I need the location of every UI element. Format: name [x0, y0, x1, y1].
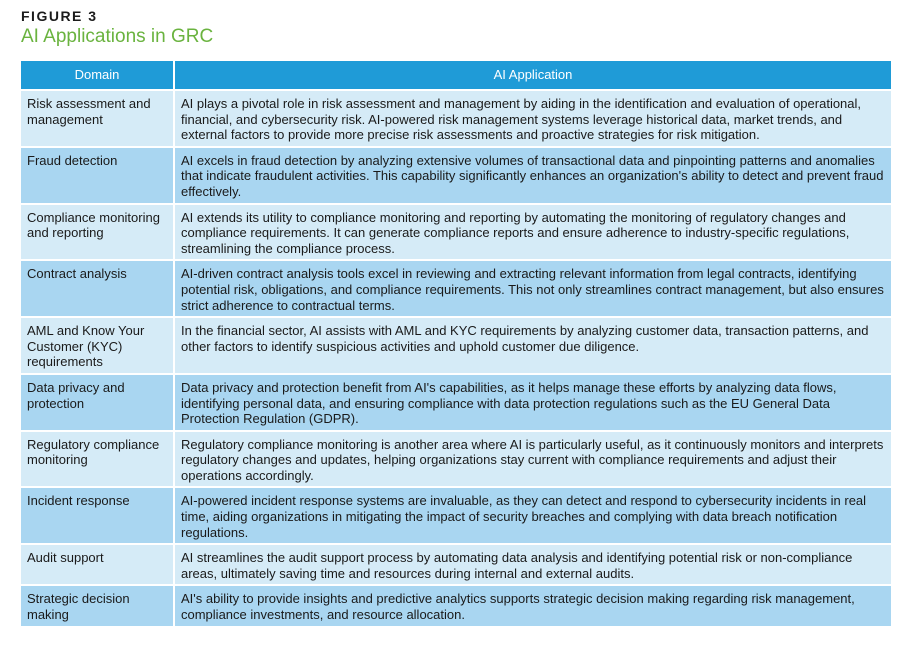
header-domain: Domain — [21, 61, 175, 89]
domain-cell: Incident response — [21, 486, 175, 543]
application-cell: In the financial sector, AI assists with AML and KYC requirements by analyzing customer data, transaction patterns, and other factors to identify suspicious activities and uphold customer due diligence. — [175, 316, 891, 373]
domain-cell: Data privacy and protection — [21, 373, 175, 430]
application-cell: AI's ability to provide insights and predictive analytics supports strategic decision making regarding risk management, compliance investments, and resource allocation. — [175, 584, 891, 625]
table-row — [21, 146, 891, 203]
domain-cell: AML and Know Your Customer (KYC) requirements — [21, 316, 175, 373]
application-cell: AI extends its utility to compliance monitoring and reporting by automating the monitoring of regulatory changes and compliance requirements. It can generate compliance reports and ensure adherence to industry-specific regulations, streamlining the compliance process. — [175, 203, 891, 260]
domain-cell: Strategic decision making — [21, 584, 175, 625]
domain-cell: Fraud detection — [21, 146, 175, 203]
domain-cell: Contract analysis — [21, 259, 175, 316]
table-row — [21, 486, 891, 543]
table-row — [21, 373, 891, 430]
header-ai-application: AI Application — [175, 61, 891, 89]
table-row — [21, 89, 891, 146]
domain-cell: Regulatory compliance monitoring — [21, 430, 175, 487]
application-cell: AI-powered incident response systems are invaluable, as they can detect and respond to cybersecurity incidents in real time, aiding organizations in mitigating the impact of security breaches and complying with data breach notification regulations. — [175, 486, 891, 543]
table-row — [21, 203, 891, 260]
ai-applications-table — [21, 61, 891, 626]
application-cell: Data privacy and protection benefit from AI's capabilities, as it helps manage these efforts by analyzing data flows, identifying personal data, and ensuring compliance with data protection regulations such as the EU General Data Protection Regulation (GDPR). — [175, 373, 891, 430]
table-row — [21, 543, 891, 584]
table-header-row — [21, 61, 891, 89]
figure-title: AI Applications in GRC — [21, 26, 214, 47]
application-cell: AI excels in fraud detection by analyzing extensive volumes of transactional data and pinpointing patterns and anomalies that indicate fraudulent activities. This capability significantly enhances an organization's ability to detect and prevent fraud effectively. — [175, 146, 891, 203]
domain-cell: Risk assessment and management — [21, 89, 175, 146]
application-cell: AI plays a pivotal role in risk assessment and management by aiding in the identification and evaluation of operational, financial, and cybersecurity risk. AI-powered risk management systems leverage historical data, market trends, and external factors to provide more precise risk assessments and proactive strategies for risk mitigation. — [175, 89, 891, 146]
application-cell: Regulatory compliance monitoring is another area where AI is particularly useful, as it continuously monitors and interprets regulatory changes and updates, helping organizations stay current with compliance requirements and adjust their operations accordingly. — [175, 430, 891, 487]
table-row — [21, 259, 891, 316]
domain-cell: Compliance monitoring and reporting — [21, 203, 175, 260]
application-cell: AI streamlines the audit support process by automating data analysis and identifying potential risk or non-compliance areas, ultimately saving time and resources during internal and external audits. — [175, 543, 891, 584]
domain-cell: Audit support — [21, 543, 175, 584]
application-cell: AI-driven contract analysis tools excel in reviewing and extracting relevant information from legal contracts, identifying potential risk, obligations, and compliance requirements. This not only streamlines contract management, but also ensures strict adherence to contractual terms. — [175, 259, 891, 316]
table-row — [21, 584, 891, 625]
table-row — [21, 316, 891, 373]
figure-label: FIGURE 3 — [21, 8, 98, 24]
table-row — [21, 430, 891, 487]
